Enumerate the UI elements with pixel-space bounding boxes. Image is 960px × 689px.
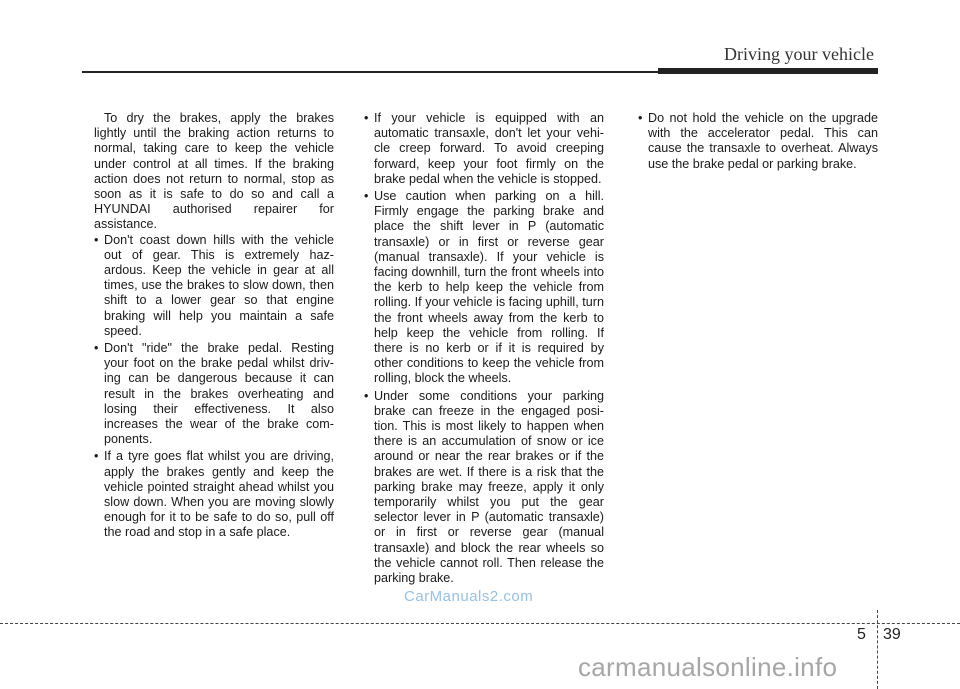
footer-watermark: carmanualsonline.info (578, 652, 838, 682)
chapter-number: 5 (857, 626, 866, 643)
text-column-1 (94, 111, 334, 543)
page-header-title: Driving your vehicle (724, 44, 874, 64)
bullet-parking-brake-freeze: • Under some conditions your parking brake can freeze in the engaged posi-tion. This is most likely to happen when there is an accumulation of snow or ice around or near the rear brakes or if the brakes are wet. If there is a risk that the parking brake may freeze, apply it only temporarily whilst you put the gear selector lever in P (automatic transaxle) or in first or reverse gear (manual transaxle) and block the rear wheels so the vehicle cannot roll. Then release the parking brake. (364, 389, 604, 587)
header-rule-thin (82, 71, 658, 73)
text-column-3 (638, 111, 878, 174)
bullet-parking-hill: • Use caution when parking on a hill. Firmly engage the parking brake and place the shift lever in P (automatic transaxle) or in first or reverse gear (manual transaxle). If your vehicle is facing downhill, turn the front wheels into the kerb to help keep the vehicle from rolling. If your vehicle is facing uphill, turn the front wheels away from the kerb to help keep the vehicle from rolling. If there is no kerb or if it is required by other conditions to keep the vehicle from rolling, block the wheels. (364, 189, 604, 387)
bullet-upgrade-hold: • Do not hold the vehicle on the upgrade with the accelerator pedal. This can cause the transaxle to overheat. Always use the brake pedal or parking brake. (638, 111, 878, 172)
header-rule-thick (658, 68, 878, 74)
bullet-ride-brake: • Don't "ride" the brake pedal. Resting your foot on the brake pedal whilst driv-ing can be dangerous because it can result in the brakes overheating and losing their effectiveness. It also increases the wear of the brake com-ponents. (94, 341, 334, 447)
page-number: 39 (883, 626, 901, 643)
bullet-creep-forward: • If your vehicle is equipped with an automatic transaxle, don't let your vehi-cle creep forward. To avoid creeping forward, keep your foot firmly on the brake pedal when the vehicle is stopped. (364, 111, 604, 187)
bullet-coast-downhill: • Don't coast down hills with the vehicle out of gear. This is extremely haz-ardous. Keep the vehicle in gear at all times, use the brakes to slow down, then shift to a lower gear so that engine braking will help you maintain a safe speed. (94, 233, 334, 339)
site-watermark: CarManuals2.com (404, 588, 534, 605)
text-column-2 (364, 111, 604, 588)
bullet-flat-tyre: • If a tyre goes flat whilst you are driving, apply the brakes gently and keep the vehicle pointed straight ahead whilst you slow down. When you are moving slowly enough for it to be safe to do so, pull off the road and stop in a safe place. (94, 449, 334, 540)
footer-vertical-dashed-rule (877, 610, 878, 689)
footer-dashed-rule (0, 623, 960, 624)
intro-paragraph: To dry the brakes, apply the brakes lightly until the braking action returns to normal, taking care to keep the vehicle under control at all times. If the braking action does not return to normal, stop as soon as it is safe to do so and call a HYUNDAI authorised repairer for assistance. (94, 111, 334, 232)
